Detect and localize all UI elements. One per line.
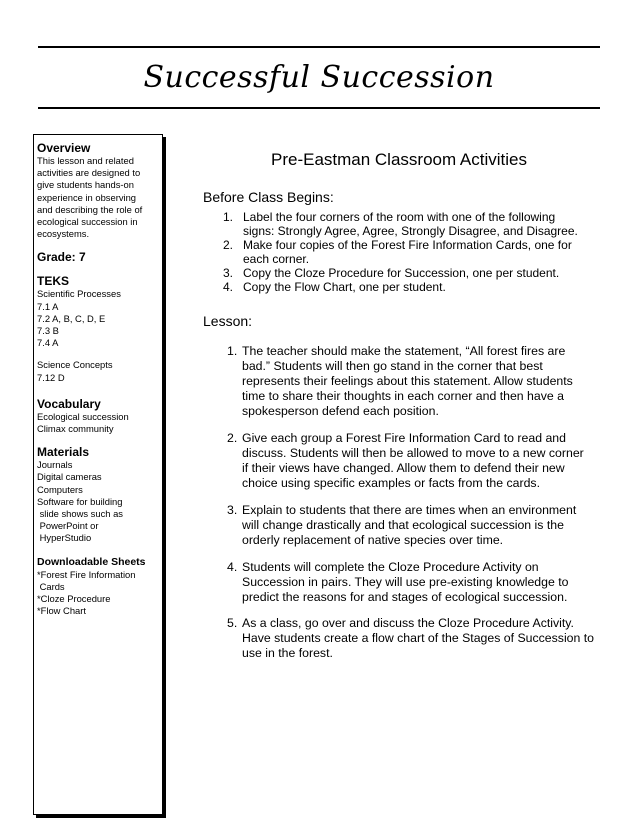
item-number: 4. [227,560,238,574]
item-number: 2. [227,431,238,445]
item-line: Make four copies of the Forest Fire Information Cards, one for [243,238,572,252]
item-number: 3. [227,503,238,517]
list-item [223,238,598,266]
list-item [223,210,598,238]
item-line: if their views have changed. Allow them to defend their new [242,461,565,475]
item-line: Explain to students that there are times when an environment [242,503,577,517]
item-line: Have students create a flow chart of the Stages of Succession to [242,631,595,645]
header-rule-top [38,46,600,48]
item-line: will change drastically and that ecological succession is the [242,518,564,532]
vocab-item: Climax community [37,423,114,435]
overview-text [37,155,162,240]
materials-item: PowerPoint or [37,520,99,532]
page-title: Successful Succession [143,60,495,95]
item-line: discuss. Students will then be allowed to move to a new corner [242,446,584,460]
materials-item: Software for building [37,495,123,507]
before-list [223,210,598,294]
vocab-heading: Vocabulary [37,396,101,411]
item-number: 1. [227,344,238,358]
teks-item: 7.1 A [37,300,59,312]
lesson-item [227,560,605,605]
item-line: orderly replacement of native species over time. [242,533,504,547]
item-line: The teacher should make the statement, “All forest fires are [242,344,566,358]
downloads-heading: Downloadable Sheets [37,555,146,568]
lesson-item [227,344,605,419]
science-item: Science Concepts [37,359,113,371]
item-line: each corner. [243,252,310,266]
item-line: As a class, go over and discuss the Cloze Procedure Activity. [242,616,574,630]
item-line: Copy the Cloze Procedure for Succession, one per student. [243,266,560,280]
item-line: use in the forest. [242,646,333,660]
overview-line: activities are designed to [37,167,141,179]
materials-item: Digital cameras [37,471,102,483]
sidebar [33,134,163,815]
header-rule-bottom [38,107,600,109]
download-item: *Cloze Procedure [37,593,111,605]
teks-item: 7.2 A, B, C, D, E [37,312,106,324]
item-line: time to share their thoughts in each corner and then have a [242,389,564,403]
item-line: predict the reasons for and stages of ecological succession. [242,590,568,604]
item-line: choice using specific examples or facts from the cards. [242,476,540,490]
item-line: spokesperson defend each position. [242,404,439,418]
overview-line: This lesson and related [37,155,134,166]
materials-item: Journals [37,459,73,471]
overview-line: give students hands-on [37,179,134,191]
overview-line: experience in observing [37,191,137,203]
item-line: Give each group a Forest Fire Information Card to read and [242,431,566,445]
lesson-heading: Lesson: [203,313,253,329]
vocab-item: Ecological succession [37,410,129,422]
item-number: 4. [223,280,234,294]
item-line: Succession in pairs. They will use pre-existing knowledge to [242,575,569,589]
main-title: Pre-Eastman Classroom Activities [270,150,528,169]
item-line: Copy the Flow Chart, one per student. [243,280,446,294]
overview-line: ecological succession in [37,216,138,228]
item-line: Students will complete the Cloze Procedure Activity on [242,560,539,574]
download-item: *Forest Fire Information [37,568,136,580]
materials-item: Computers [37,483,83,495]
lesson-item [227,503,605,548]
item-number: 2. [223,238,234,252]
overview-heading: Overview [37,141,91,155]
list-item [223,266,598,280]
item-number: 1. [223,210,234,224]
before-heading: Before Class Begins: [203,189,334,205]
materials-heading: Materials [37,445,90,460]
overview-line: ecosystems. [37,228,90,240]
item-line: bad.” Students will then go stand in the corner that best [242,359,543,373]
download-item: Cards [37,580,65,592]
teks-item: 7.3 B [37,325,59,337]
materials-item: HyperStudio [37,532,92,544]
item-line: Label the four corners of the room with one of the following [243,210,556,224]
science-item: 7.12 D [37,371,65,383]
teks-heading: TEKS [37,274,70,289]
item-line: represents their feelings about this statement. Allow students [242,374,573,388]
materials-item: slide shows such as [37,508,123,520]
list-item [223,280,598,294]
teks-item: 7.4 A [37,337,59,349]
item-number: 3. [223,266,234,280]
lesson-item [227,616,605,661]
lesson-item [227,431,605,491]
item-number: 5. [227,616,238,630]
overview-line: and describing the role of [37,203,143,215]
download-item: *Flow Chart [37,605,86,617]
grade-label: Grade: 7 [37,250,86,265]
teks-item: Scientific Processes [37,288,121,300]
item-line: signs: Strongly Agree, Agree, Strongly Disagree, and Disagree. [243,224,578,238]
